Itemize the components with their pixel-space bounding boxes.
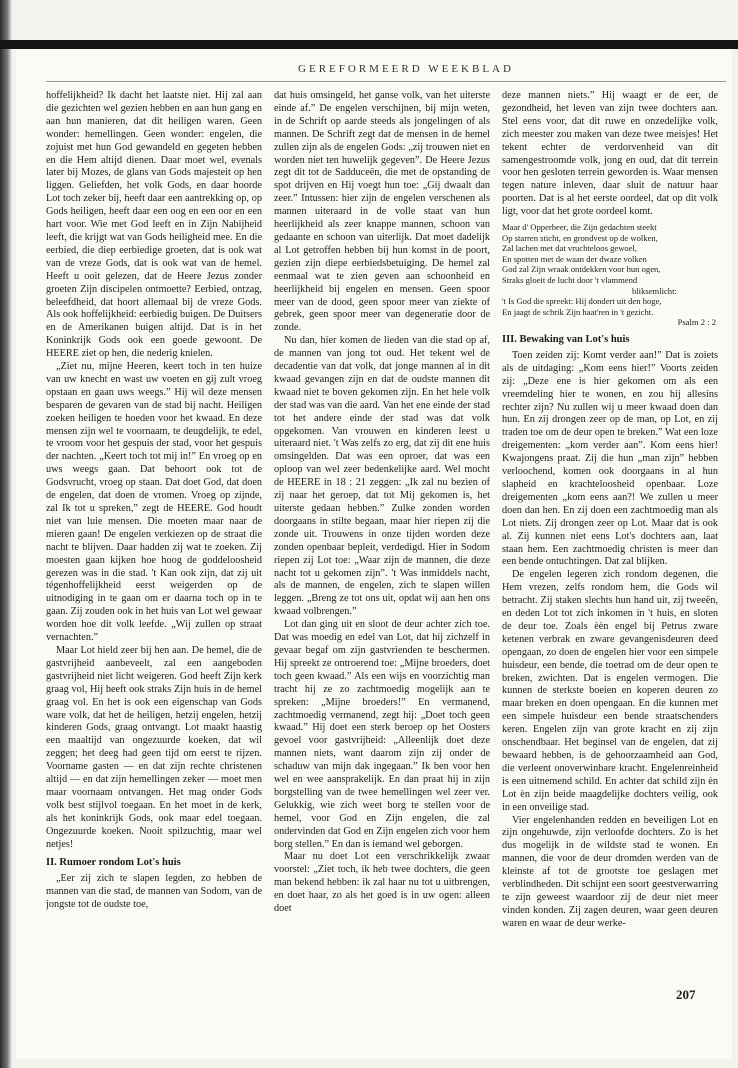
page-number: 207 [676, 987, 696, 1002]
psalm-reference: Psalm 2 : 2 [677, 317, 716, 328]
section-heading: III. Bewaking van Lot's huis [502, 334, 630, 345]
section-heading: II. Rumoer rondom Lot's huis [46, 857, 181, 869]
paragraph: Lot dan ging uit en sloot de deur achter zich toe. Dat was moedig en edel van Lot, dat hij zichzelf in gevaar begaf om zijn gastvrienden te beschermen. Hij spreekt ze ontroerend toe: „Mijne broeders, doet toch geen kwaad.” Als een wijs en voorzichtig man tracht hij ze zo zachtmoedig mogelijk aan te spreken: „Mijne broeders!” En vermanend, zachtmoedig vermanend, zegt hij: „Doet toch geen kwaad.” Hij doet een sterk beroep op het Oosters gevoel voor gastvrijheid: „Alleenlijk doet deze mannen niets, want daarom zijn zij onder de schaduw van mijn dak ingegaan.” Ik ben voor hen wel en wee aansprakelijk. En dan praat hij in zijn borgstelling van de twee hemellingen wel zeer ver. Gelukkig, wie zich weet borg te stellen voor de hemel, voor God en Zijn engelen, die zal ondervinden dat God en Zijn engelen zich voor hem borg stellen.” En dan is iemand wel geborgen. [274, 619, 490, 850]
poem-line: En jaagt de schrik Zijn haat'ren in 't gezicht. [502, 306, 654, 317]
column-1 [46, 90, 262, 1035]
poem-line-continuation: bliksemlicht: [632, 285, 677, 296]
paragraph: De engelen legeren zich rondom degenen, die Hem vrezen, zelfs rondom hem, die Gods wil betracht. Zij staken slechts hun hand uit, zij tweeën, en deden Lot tot zich inkomen in 't huis, en sloten de deur toe. Zoals èèn engel bij Petrus zware ketenen verbrak en zware gevangenisdeuren deed opengaan, zo doen de engelen hier voor een simpele huisdeur, een bende, die toetrad om de deur open te breken, zwichten. Dat is engelen vermogen. Die kunnen de sterkste boeien en koperen deuren zo maar breken en doen opengaan. En die kunnen met een simpele huisdeur een bende straatschenders keren. Engelen zijn van grote kracht en zij zijn onschendbaar. Het beginsel van de engelen, dat zij bewaard hebben, is de gehoorzaamheid aan God, die verleent onoverwinbare kracht. Engelenreinheid is een uitnemend schild. En achter dat schild zijn èn Lot èn zijn beide maagdelijke dochters veilig, ook in een onveilige stad. [502, 569, 718, 813]
paragraph: „Ziet nu, mijne Heeren, keert toch in ten huize van uw knecht en wast uw voeten en gij zult vroeg opstaan en gaan uws weegs.” Hij wil deze mensen besparen de gevaren van de stad bij nacht. Heiligen zoeken heiligen te hoeden voor het kwaad. En deze mensen zijn wel te voornaam, te deugdelijk, te edel, te vroom voor het gespuis der stad, voor het gespuis der nachten. „Keert toch tot mij in!” En vroeg op en uws weegs gaan. Dat behoort ook tot de Godsvrucht, vroeg op staan. Dat doet God, dat doen de engelen, dat doen de vromen. Vroeg op zijnde, zal Ik tot u spreken,” zegt de HEERE. God houdt niet van luie mensen. Die moeten maar naar de mieren gaan! De engelen verkiezen op de straat die nacht te blijven. Daar hadden zij wat te zoeken. Zij moesten gaan kijken hoe hoog de goddeloosheid gerezen was in die stad. 't Kan ook zijn, dat zij uit tégenhoffelijkheid eerst weigerden op de uitnodiging in te gaan om er daarna toch op in te gaan. Zij zouden ook in het huis van Lot wel gewaar worden hoe dit volk leefde. „Wij zullen op straat vernachten.” [46, 361, 262, 644]
scan-edge-shadow [0, 0, 12, 1068]
paragraph: dat huis omsingeld, het ganse volk, van het uiterste einde af.” De engelen verschijnen, bij mijn weten, in de Schrift op aarde steeds als jongelingen of als mannen. De Schrift zegt dat de mensen in de hemel zullen zijn als de engelen Gods: „zij trouwen niet en worden niet ten huwelijk gegeven”. De Heere Jezus zegt dit tot de Sadduceën, die met de opstanding de spot drijven en Hij voegt hun toe: „Gij dwaalt dan zeer.” Intussen: hier zijn de engelen verschenen als mannen uiteraard in de volle staat van hun heerlijkheid als zeer knappe mannen, schoon van gedaante en schoon van uiterlijk. Dat moet dadelijk al Lot getroffen hebben bij hun komst in de poort, gezien zijn diepe eerbiedsbetuiging. De hemel zal eenmaal wat te zien geven aan schoonheid en heerlijkheid bij engelen en mensen. Geen spoor meer van de dood, geen spoor meer van ziekte of gebrek, geen spoor meer van degeneratie door de zonde. [274, 90, 490, 334]
paragraph: „Eer zij zich te slapen legden, zo hebben de mannen van die stad, de mannen van Sodom, van de jongste tot de oudste toe, [46, 873, 262, 911]
psalm-quote [502, 222, 718, 328]
paragraph: Toen zeiden zij: Komt verder aan!” Dat is zoiets als de uitdaging: „Kom eens hier!” Voorts zeiden zij: „Deze ene is hier gekomen om als een vreemdeling hier te wonen, en zou hij allesins rechter zijn? Nu zullen wij u meer kwaad doen dan hun. En zij drongen zeer op de man, op Lot, en zij traden toe om de deur open te breken.” Wat een loze dreigementen: „kom verder aan”. Kom eens hier! Kwajongens praat. Zij die hun „man zijn” hebben verloochend, komen ook doorgaans in al hun slapheid en krachteloosheid openbaar. Loze dreigementen „kom eens aan?! We zullen u meer doen dan hen. En zij doen een zachtmoedig man als Lot niets. Zij drongen zeer op Lot. Maar dat is ook al. Zij kunnen niet eens Lot's dochters aan, laat staan hem. Een zachtmoedig christen is meer dan een bende ontuchtingen. Dat zal blijken. [502, 349, 718, 568]
column-3 [502, 90, 718, 1035]
poem-line: 't Is God die spreekt: Hij dondert uit den hoge, [502, 296, 662, 307]
paragraph: Maar Lot hield zeer bij hen aan. De hemel, die de gastvrijheid aanbeveelt, zal een aangeboden gastvrijheid niet licht weigeren. God heeft Zijn kerk graag vol, Hij heeft ook straks Zijn huis in de hemel graag vol. En het is ook een eigenschap van Gods ware volk, dat het de heiligen, hetzij engelen, hetzij kinderen Gods, graag ontvangt. Lot maakt haastig een maaltijd van ongezuurde koeken, dat wil zeggen; het deeg had geen tijd om eerst te rijzen. Voorname gasten — en dat zijn rechte christenen altijd — en dat zijn hemellingen zeker — moet men maar voornaam ontvangen. Het mag onder Gods volk best stijlvol toegaan. En het moet in de kerk, als het koninkrijk Gods, ook maar edel toegaan. Ongezuurde koeken. Nooit spilzuchtig, maar wel netjes! [46, 644, 262, 850]
poem-line: God zal Zijn wraak ontdekken voor hun ogen, [502, 264, 661, 275]
poem-line: Maar d' Opperheer, die Zijn gedachten steekt [502, 222, 657, 233]
poem-line: Straks gloeit de lucht door 't vlammend [502, 275, 638, 286]
header-rule [46, 81, 726, 82]
poem-line: En spotten met de waan der dwaze volken [502, 253, 647, 264]
column-2 [274, 90, 490, 1035]
running-head: GEREFORMEERD WEEKBLAD [298, 63, 514, 75]
paragraph: hoffelijkheid? Ik dacht het laatste niet. Hij zal aan die gezichten wel gezien hebben en aan hun gang en aan hun manieren, dat dit heiligen waren. Geen wonder: hemellingen. Geen wonder: engelen, die zojuist met hun God gewandeld en gegeten hebben en die Hem altijd dienen. Daar moet wel, evenals later bij Mozes, de glans van Gods majesteit op hen liggen. Geliefden, het volk Gods, en daar hoorde Lot toch zeker bij, heeft daar een aantrekking op, op Gods heiligen, heeft daar een oog en een oor en een hart voor. Wie met God leeft en in Zijn Nabijheid leeft, die krijgt wat van Gods heiligheid mee. En die eerbied, die diep eerbiedige groeten, dat is ook wat van de vreze Gods, dat is ook wat van de hemel. Heeft u ooit gelezen, dat de Heere Jezus zonder groeten Zijn discipelen ontmoette? Eerbied, ontzag, beleefdheid, dat hoort allemaal bij de vreze Gods. Als ook hoffelijkheid: eerbiedig buigen. De Duitsers en de Amerikanen buigen altijd. Dat is in het Koninkrijk Gods ook een goede gewoont. De HEERE ziet op hen, die nederig knielen. [46, 90, 262, 360]
paragraph: deze mannen niets.” Hij waagt er de eer, de gezondheid, het leven van zijn twee dochters aan. Stel eens voor, dat dit ruwe en onzedelijke volk, zich meester zou maken van deze twee meisjes! Het tekent echter de verdorvenheid van dit samengestroomde volk, jong en oud, dat dit terrein voor hen gesloten terrein geworden is. Waar mensen tegen nature inleven, daar sluit de natuur haar poorten. Dat is al het eerste oordeel, dat op dit volk ligt, voor dat het grote oordeel komt. [502, 90, 718, 218]
poem-line: Op starren sticht, en grondvest op de wolken, [502, 232, 658, 243]
paragraph: Vier engelenhanden redden en beveiligen Lot en zijn ongehuwde, zijn verloofde dochters. Zo is het dus mogelijk in de wildste stad te wonen. En mannen, die voor de deur dromden werden van de kleinste af tot de grootste toe geslagen met verblindheden. Dit schijnt een soort geestverwarring te zijn geweest waardoor zij de deur niet meer vinden konden. Zij zagen deuren, waar geen deuren waren en waar de deur werke- [502, 814, 718, 929]
poem-line: Zal lachen met dat vruchteloos gewoel, [502, 243, 638, 254]
magazine-page [16, 49, 732, 1059]
scan-top-border [0, 40, 738, 49]
paragraph: Maar nu doet Lot een verschrikkelijk zwaar voorstel: „Ziet toch, ik heb twee dochters, die geen man bekend hebben: ik zal haar nu tot u uitbrengen, en doet haar, zo als het goed is in uw ogen: alleen doet [274, 851, 490, 915]
paragraph: Nu dan, hier komen de lieden van die stad op af, de mannen van jong tot oud. Het tekent wel de decadentie van dat volk, dat jonge mannen al in dit kwaad gevangen zijn en dat de oudste mannen dit kwaad niet te boven gekomen zijn. En het hele volk der stad was van die aard. Van het ene einde der stad tot het andere einde der stad was dat volk opgekomen. Van vrouwen en kinderen leest u uiteraard niet. 't Was zelfs zo erg, dat zij dit ene huis omsingelden. Dat was een oproer, dat was een oploop van wel zeer bedenkelijke aard. Wel mocht de HEERE in 18 : 21 zeggen: „Ik zal nu bezien of zij naar het geroep, dat tot Mij gekomen is, het uiterste gedaan hebben.” Zulke zonden worden doorgaans in stilte begaan, maar hier riepen zij die zonde uit. Trouwens in onze tijden worden deze zonden openbaar bepleit, verdedigd. Hier in Sodom riepen zij Lot toe: „Waar zijn de mannen, die deze nacht tot u gekomen zijn”. 't Was inmiddels nacht, als de mannen, de engelen, zich te slapen willen leggen. „Breng ze tot ons uit, opdat wij aan hen ons kwaad volbrengen.” [274, 335, 490, 618]
